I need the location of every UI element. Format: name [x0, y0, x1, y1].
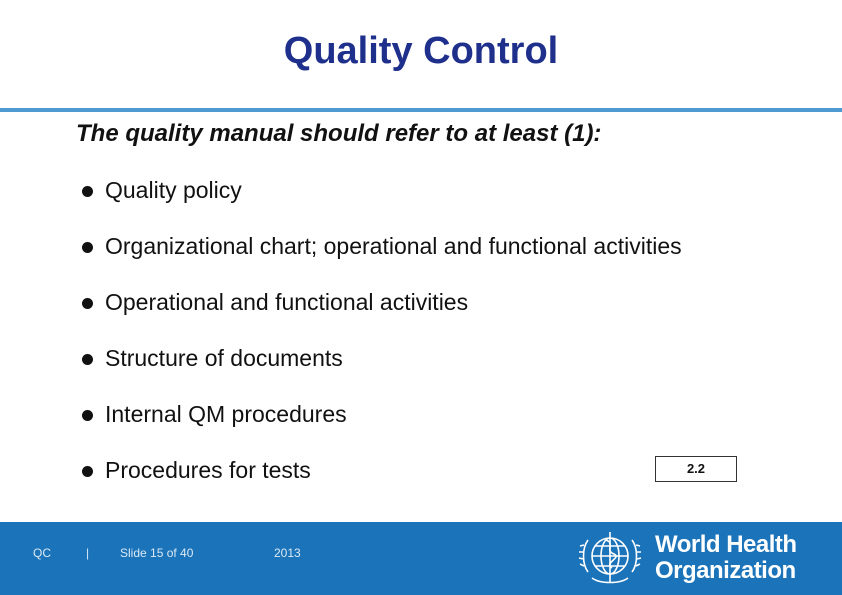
bullet-item: Operational and functional activities — [82, 289, 682, 345]
footer-section: QC — [33, 546, 51, 560]
bullet-item: Internal QM procedures — [82, 401, 682, 457]
org-name: World Health Organization — [655, 531, 797, 584]
bullet-icon — [82, 410, 93, 421]
footer-slide-number: Slide 15 of 40 — [120, 546, 194, 560]
bullet-item: Structure of documents — [82, 345, 682, 401]
bullet-item: Quality policy — [82, 177, 682, 233]
bullet-icon — [82, 298, 93, 309]
slide-footer — [0, 522, 842, 595]
slide-subtitle: The quality manual should refer to at least (1): — [76, 120, 602, 147]
bullet-icon — [82, 466, 93, 477]
bullet-list — [82, 177, 682, 513]
section-code-badge: 2.2 — [655, 456, 737, 482]
bullet-icon — [82, 186, 93, 197]
bullet-item: Procedures for tests — [82, 457, 682, 513]
who-emblem-icon — [570, 526, 650, 590]
footer-year: 2013 — [274, 546, 301, 560]
bullet-icon — [82, 242, 93, 253]
footer-separator: | — [86, 546, 90, 560]
bullet-item: Organizational chart; operational and functional activities — [82, 233, 682, 289]
title-divider — [0, 108, 842, 112]
bullet-icon — [82, 354, 93, 365]
slide-title: Quality Control — [283, 30, 559, 72]
